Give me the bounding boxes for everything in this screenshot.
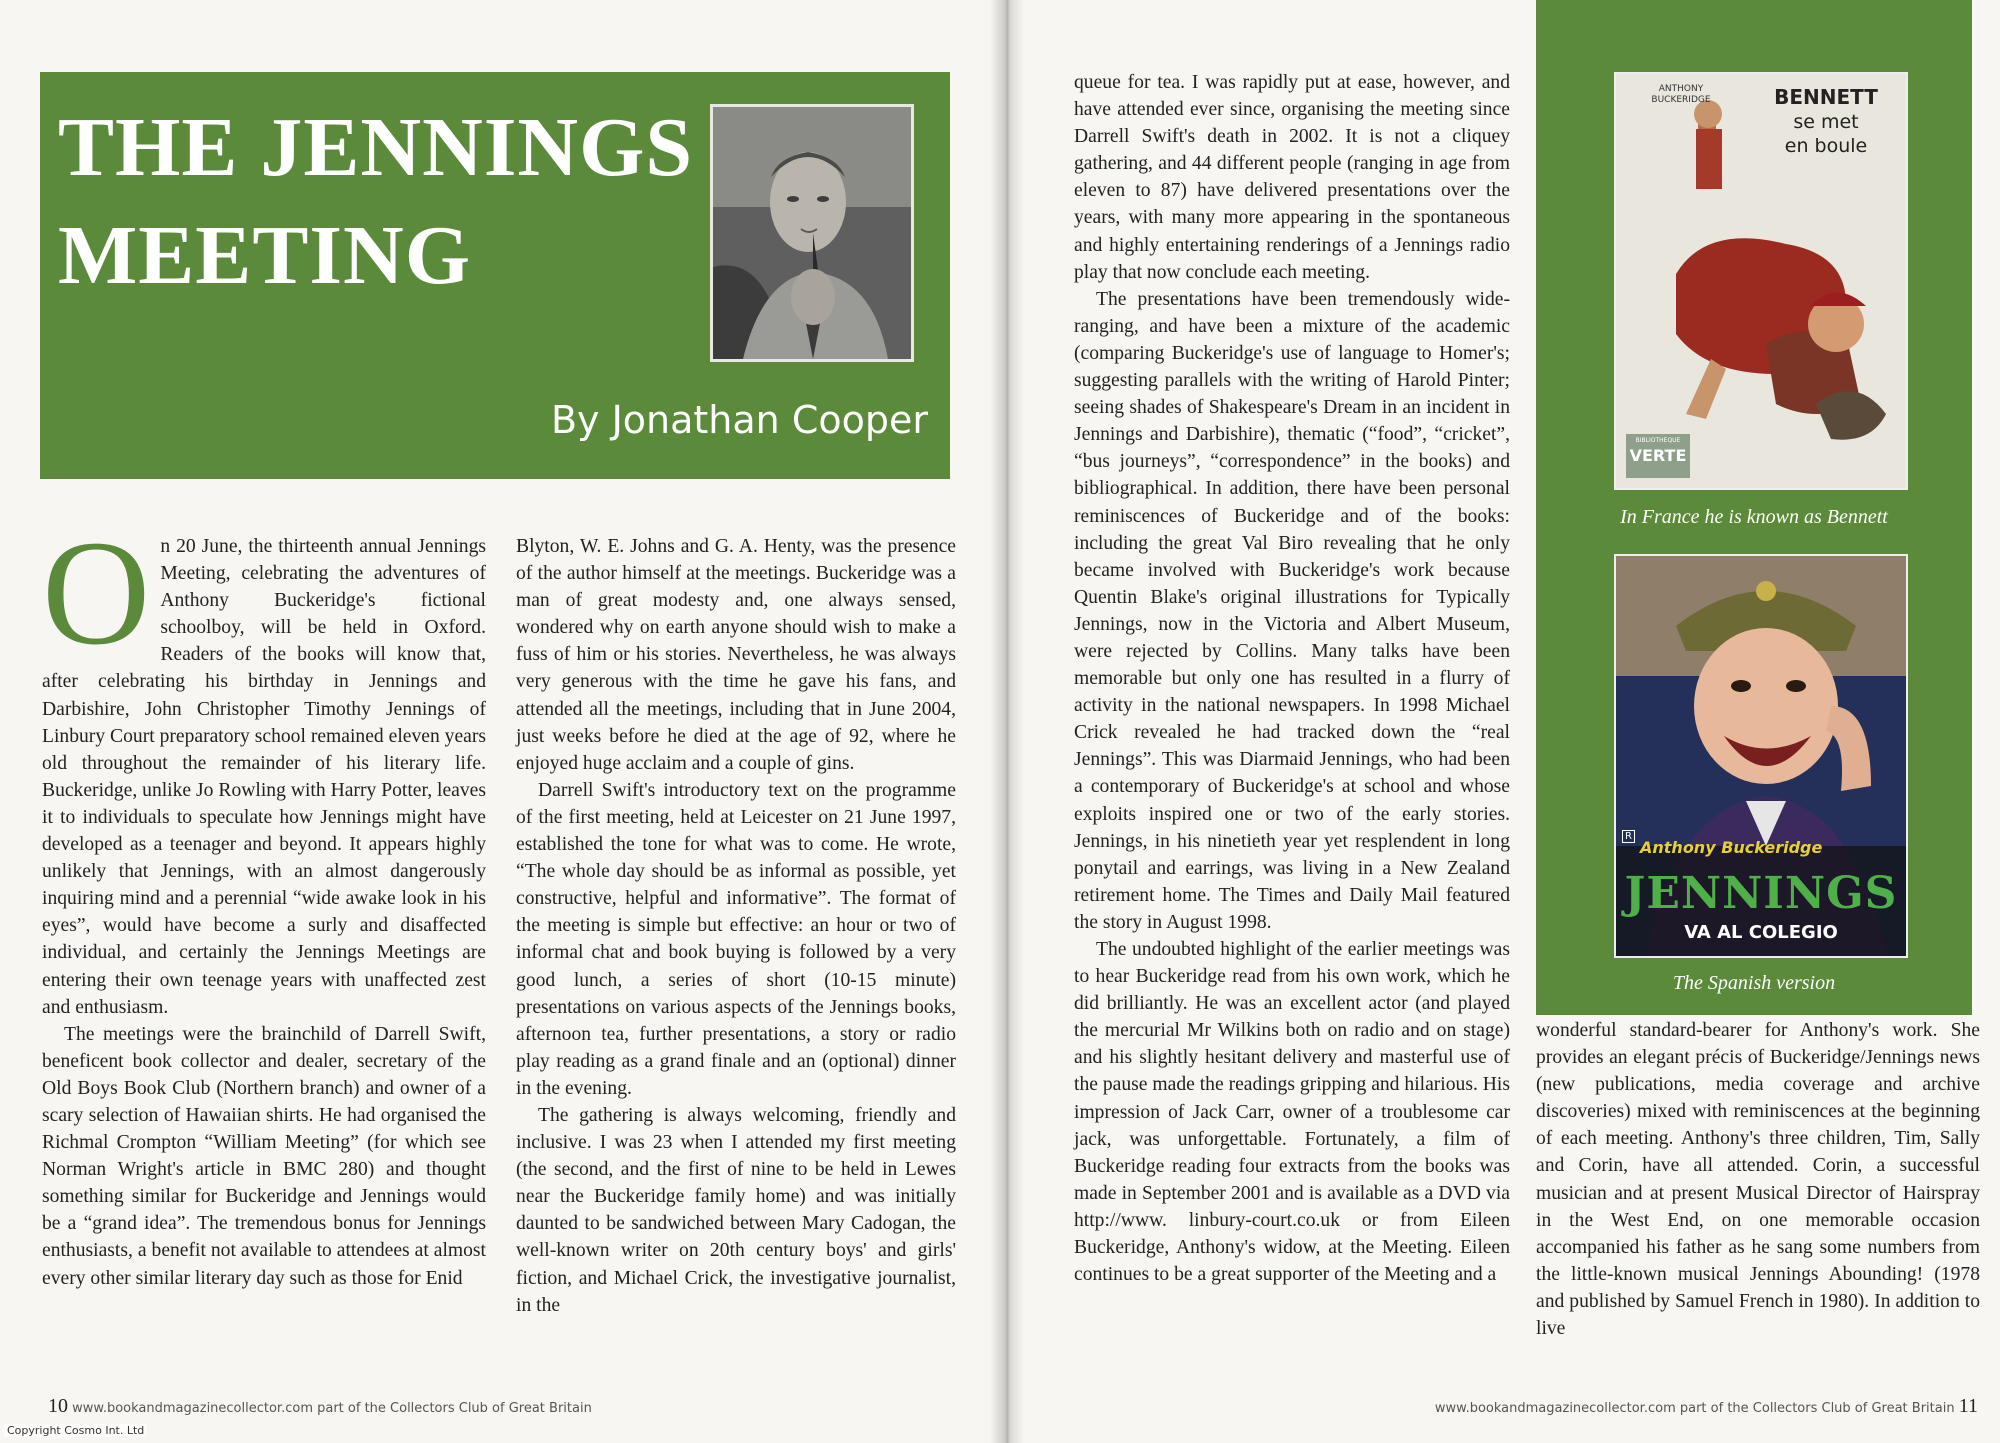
title-line-1: THE JENNINGS [58, 101, 694, 194]
paragraph: Blyton, W. E. Johns and G. A. Henty, was the presence of the author himself at the meetings. Buckeridge was a man of great modesty and, one always sensed, wondered why on earth anyone should wish to make a fuss of him or his stories. Nevertheless, he was always very generous with the time he gave his fans, and attended all the meetings, including that in June 2004, just weeks before he died at the age of 92, where he enjoyed huge acclaim and a couple of gins. [516, 536, 956, 774]
image-sidebar [1536, 0, 1972, 1015]
footer-text: www.bookandmagazinecollector.com part of the Collectors Club of Great Britain [1434, 1401, 1955, 1416]
drop-cap: O [42, 510, 151, 676]
cover2-author: Anthony Buckeridge [1640, 838, 1823, 857]
paragraph: The gathering is always welcoming, friendly and inclusive. I was 23 when I attended my first meeting (the second, and the first of nine to be held in Lewes near the Buckeridge family home) and was initially daunted to be sandwiched between Mary Cadogan, the well-known writer on 20th century boys' and girls' fiction, and Michael Crick, the investigative journalist, in the [516, 1104, 956, 1316]
page-number: 10 [48, 1395, 68, 1417]
cover2-title: JENNINGS [1624, 868, 1898, 919]
cover1-series [1628, 436, 1688, 466]
right-footer [1435, 1395, 1978, 1418]
paragraph: The presentations have been tremendously wide-ranging, and have been a mixture of the academic (comparing Buckeridge's use of language to Homer's; suggesting parallels with the writing of Harold Pinter; seeing shades of Shakespeare's Dream in an incident in Jennings and Darbishire), thematic (“food”, “cricket”, “bus journeys”, “correspondence” in the books) and bibliographical. In addition, there have been personal reminiscences of Buckeridge and of the books: including the great Val Biro revealing that he only became involved with Buckeridge's work because Quentin Blake's original illustrations for Typically Jennings, now in the Victoria and Albert Museum, were rejected by Collins. Many talks have been memorable but only one has resulted in a flurry of activity in the national newspapers. In 1998 Michael Crick revealed he had tracked down the “real Jennings”. This was Diarmaid Jennings, who had been a contemporary of Buckeridge's at school and whose exploits inspired one or two of the early stories. Jennings, in his ninetieth year yet resplendent in long ponytail and earrings, was living in a New Zealand retirement home. The Times and Daily Mail featured the story in August 1998. [1074, 288, 1510, 933]
cover1-title [1756, 84, 1896, 158]
cover2-subtitle: VA AL COLEGIO [1684, 922, 1838, 943]
column-1 [42, 510, 486, 1292]
article-title [58, 94, 693, 310]
left-footer [48, 1395, 592, 1418]
title-line-2: MEETING [58, 209, 472, 302]
cover2-publisher-mark: R [1622, 830, 1635, 843]
footer-text: www.bookandmagazinecollector.com part of the Collectors Club of Great Britain [72, 1401, 592, 1416]
column-3 [1074, 69, 1510, 1288]
portrait-image [713, 107, 911, 359]
cover1-title-line3: en boule [1784, 135, 1868, 157]
byline: By Jonathan Cooper [550, 398, 928, 442]
paragraph: The undoubted highlight of the earlier meetings was to hear Buckeridge read from his own work, which he did brilliantly. He was an excellent actor (and played the mercurial Mr Wilkins both on radio and on stage) and his slightly hesitant delivery and masterful use of the pause made the readings gripping and hilarious. His impression of Jack Carr, owner of a troublesome car jack, was unforgettable. Fortunately, a film of Buckeridge reading four extracts from the books was made in September 2001 and is available as a DVD via http://www. linbury-court.co.uk or from Eileen Buckeridge, Anthony's widow, at the Meeting. Eileen continues to be a great supporter of the Meeting and a [1074, 939, 1510, 1286]
column-4 [1536, 1017, 1980, 1342]
cover1-series-line1: BIBLIOTHEQUE [1635, 437, 1681, 444]
spanish-book-cover [1614, 554, 1908, 958]
paragraph: wonderful standard-bearer for Anthony's work. She provides an elegant précis of Buckeridge/Jennings news (new publications, media coverage and archive discoveries) mixed with reminiscences at the beginning of each meeting. Anthony's three children, Tim, Sally and Corin, have all attended. Corin, a successful musician and at present Musical Director of Hairspray in the West End, on one memorable occasion accompanied his father as he sang some numbers from the little-known musical Jennings Abounding! (1978 and published by Samuel French in 1980). In addition to live [1536, 1020, 1980, 1340]
paragraph: The meetings were the brainchild of Darrell Swift, beneficent book collector and dealer, secretary of the Old Boys Book Club (Northern branch) and owner of a scary selection of Hawaiian shirts. He had organised the Richmal Crompton “William Meeting” (for which see Norman Wright's article in BMC 280) and thought something similar for Buckeridge and Jennings would be a “grand idea”. The tremendous bonus for Jennings enthusiasts, a benefit not available to attendees at almost every other similar literary day such as those for Enid [42, 1023, 486, 1289]
paragraph: n 20 June, the thirteenth annual Jennings Meeting, celebrating the adventures of Anthony Buckeridge's fictional schoolboy, will be held in Oxford. Readers of the books will know that, after celebrating his birthday in Jennings and Darbishire, John Christopher Timothy Jennings of Linbury Court preparatory school remained eleven years old throughout the remainder of his literary life. Buckeridge, unlike Jo Rowling with Harry Potter, leaves it to individuals to speculate how Jennings might have developed as a teenager and beyond. It appears highly unlikely that Jennings, with an almost dangerously inquiring mind and a perennial “wide awake look in his eyes”, would have become a surly and disaffected individual, and certainly the Jennings Meetings are entering their own teenage years with unaffected zest and enthusiasm. [42, 536, 486, 1018]
page-number: 11 [1958, 1395, 1978, 1417]
paragraph: queue for tea. I was rapidly put at ease, however, and have attended ever since, organising the meeting since Darrell Swift's death in 2002. It is not a cliquey gathering, and 44 different people (ranging in age from eleven to 87) have delivered presentations over the years, with many more appearing in the spontaneous and highly entertaining renderings of a Jennings radio play that now conclude each meeting. [1074, 72, 1510, 283]
spine-shadow [990, 0, 1024, 1443]
cover1-series-line2: VERTE [1629, 446, 1687, 465]
french-book-cover [1614, 72, 1908, 490]
cover1-author [1636, 84, 1726, 106]
cover1-title-line2: se met [1793, 111, 1859, 133]
paragraph: Darrell Swift's introductory text on the programme of the first meeting, held at Leicester on 21 June 1997, established the tone for what was to come. He wrote, “The whole day should be as informal as possible, yet constructive, helpful and informative”. The format of the meeting is simple but effective: an hour or two of informal chat and book buying is followed by a very good lunch, a series of short (10-15 minute) presentations on various aspects of the Jennings books, afternoon tea, further presentations, a story or radio play reading as a grand finale and an (optional) dinner in the evening. [516, 779, 956, 1099]
title-banner [40, 72, 950, 479]
right-page [1008, 0, 2000, 1443]
author-portrait [710, 104, 914, 362]
cover1-author-line2: BUCKERIDGE [1651, 95, 1711, 105]
copyright-notice: Copyright Cosmo Int. Ltd [4, 1424, 147, 1437]
caption-french: In France he is known as Bennett [1620, 506, 1888, 528]
column-2 [516, 533, 956, 1319]
cover1-author-line1: ANTHONY [1658, 84, 1704, 94]
cover1-title-line1: BENNETT [1774, 85, 1878, 109]
caption-spanish: The Spanish version [1672, 972, 1836, 994]
